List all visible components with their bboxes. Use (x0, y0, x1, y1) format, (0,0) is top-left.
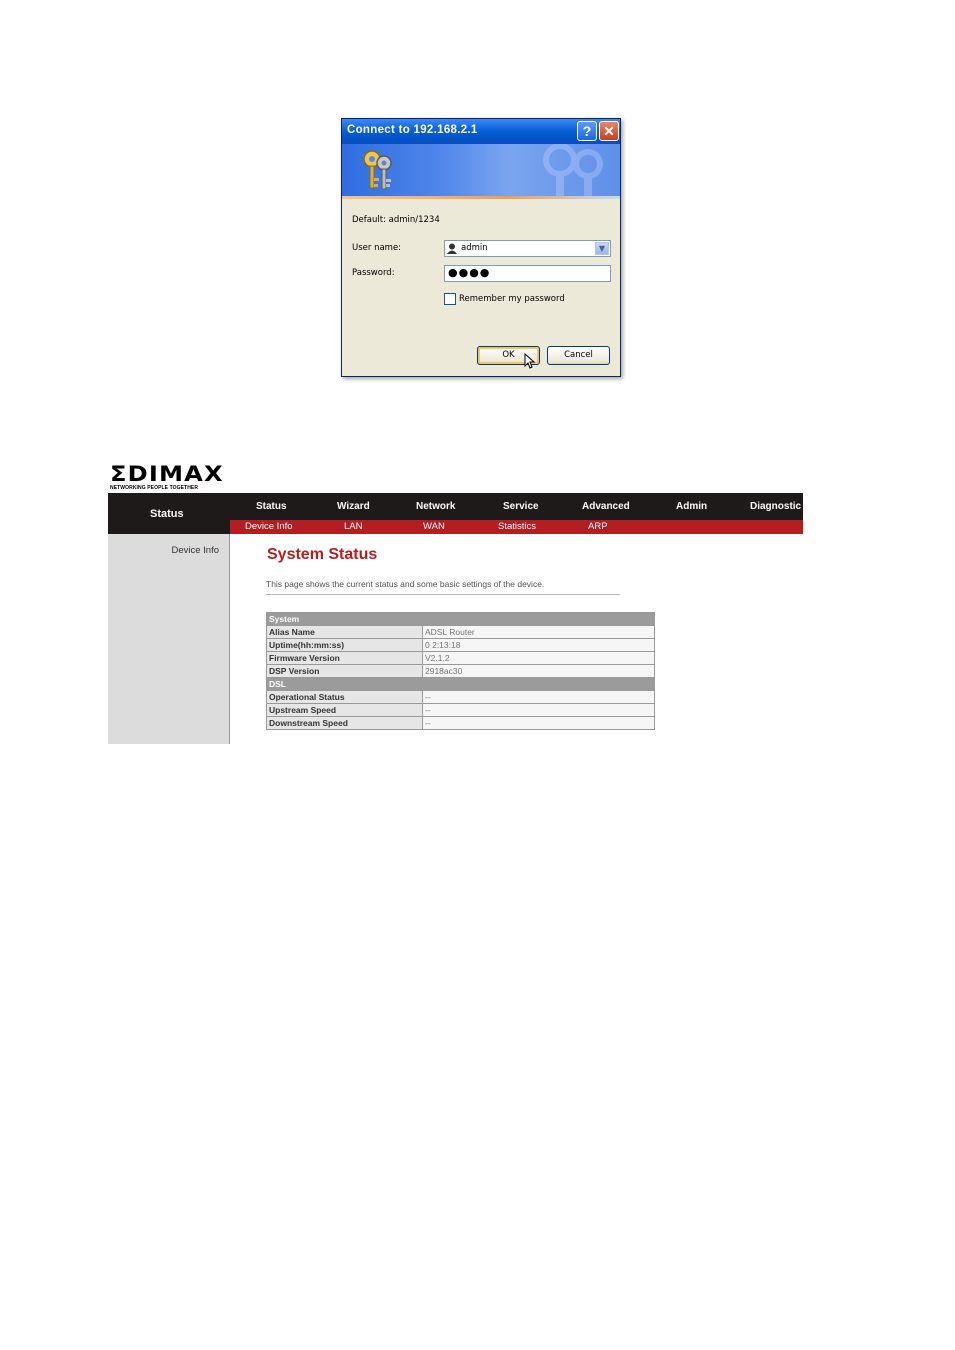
current-section-header (108, 493, 230, 534)
table-row (267, 652, 655, 665)
row-value: -- (423, 717, 655, 730)
nav-status[interactable]: Status (256, 501, 287, 512)
logo-tagline: NETWORKING PEOPLE TOGETHER (110, 485, 199, 491)
system-status-table (266, 612, 655, 730)
banner-divider (342, 196, 620, 199)
row-label: Firmware Version (267, 652, 423, 665)
ok-button[interactable]: OK (477, 346, 540, 365)
subnav-statistics[interactable]: Statistics (498, 521, 537, 532)
nav-network[interactable]: Network (416, 501, 456, 512)
table-row (267, 626, 655, 639)
table-section-header (267, 678, 655, 691)
table-row (267, 665, 655, 678)
remember-password-checkbox[interactable] (444, 293, 456, 305)
password-value: ●●●● (448, 266, 491, 279)
close-icon: ✕ (603, 123, 615, 139)
help-button[interactable] (577, 121, 597, 141)
username-value: admin (461, 243, 488, 253)
logo-wordmark: ΣDIMAX (110, 462, 224, 486)
mouse-pointer-icon (524, 353, 536, 369)
row-label: Downstream Speed (267, 717, 423, 730)
table-row (267, 704, 655, 717)
current-section-label: Status (150, 508, 184, 520)
user-icon (447, 243, 457, 254)
username-combobox[interactable] (444, 240, 611, 257)
dialog-banner (342, 144, 620, 196)
dialog-titlebar[interactable] (342, 119, 620, 144)
row-label: Alias Name (267, 626, 423, 639)
cancel-button[interactable]: Cancel (547, 346, 610, 365)
default-credentials-hint: Default: admin/1234 (352, 215, 440, 225)
password-label: Password: (352, 268, 395, 278)
row-value: -- (423, 691, 655, 704)
row-value: -- (423, 704, 655, 717)
nav-service[interactable]: Service (503, 501, 539, 512)
chevron-down-icon[interactable]: ▼ (595, 242, 609, 255)
table-row (267, 717, 655, 730)
table-row (267, 691, 655, 704)
row-value: 2918ac30 (423, 665, 655, 678)
sidebar (108, 534, 230, 744)
row-value: V2.1.2 (423, 652, 655, 665)
password-field[interactable] (444, 265, 611, 282)
nav-admin[interactable]: Admin (676, 501, 708, 512)
nav-diagnostic[interactable]: Diagnostic (750, 501, 802, 512)
remember-password-label[interactable]: Remember my password (459, 294, 565, 304)
nav-advanced[interactable]: Advanced (582, 501, 630, 512)
table-row (267, 639, 655, 652)
section-title-system: System (267, 613, 655, 626)
row-label: Uptime(hh:mm:ss) (267, 639, 423, 652)
page-description: This page shows the current status and some basic settings of the device. (266, 579, 545, 589)
row-label: Operational Status (267, 691, 423, 704)
subnav-lan[interactable]: LAN (344, 521, 363, 532)
username-label: User name: (352, 243, 402, 253)
router-web-ui (108, 493, 803, 744)
subnav-device-info[interactable]: Device Info (245, 521, 293, 532)
close-button[interactable] (599, 121, 619, 141)
row-value: ADSL Router (423, 626, 655, 639)
row-label: DSP Version (267, 665, 423, 678)
page-title: System Status (267, 546, 378, 563)
row-label: Upstream Speed (267, 704, 423, 717)
row-value: 0 2:13:18 (423, 639, 655, 652)
subnav-wan[interactable]: WAN (423, 521, 445, 532)
help-icon: ? (582, 123, 592, 139)
edimax-logo (110, 462, 224, 491)
sidebar-item-device-info[interactable]: Device Info (171, 545, 219, 556)
dialog-title: Connect to 192.168.2.1 (347, 124, 478, 136)
table-section-header (267, 613, 655, 626)
divider (266, 594, 620, 595)
login-dialog (341, 118, 621, 377)
keys-watermark-icon (530, 144, 610, 196)
subnav-arp[interactable]: ARP (588, 521, 608, 532)
nav-wizard[interactable]: Wizard (337, 501, 370, 512)
keys-icon (358, 148, 398, 194)
section-title-dsl: DSL (267, 678, 655, 691)
